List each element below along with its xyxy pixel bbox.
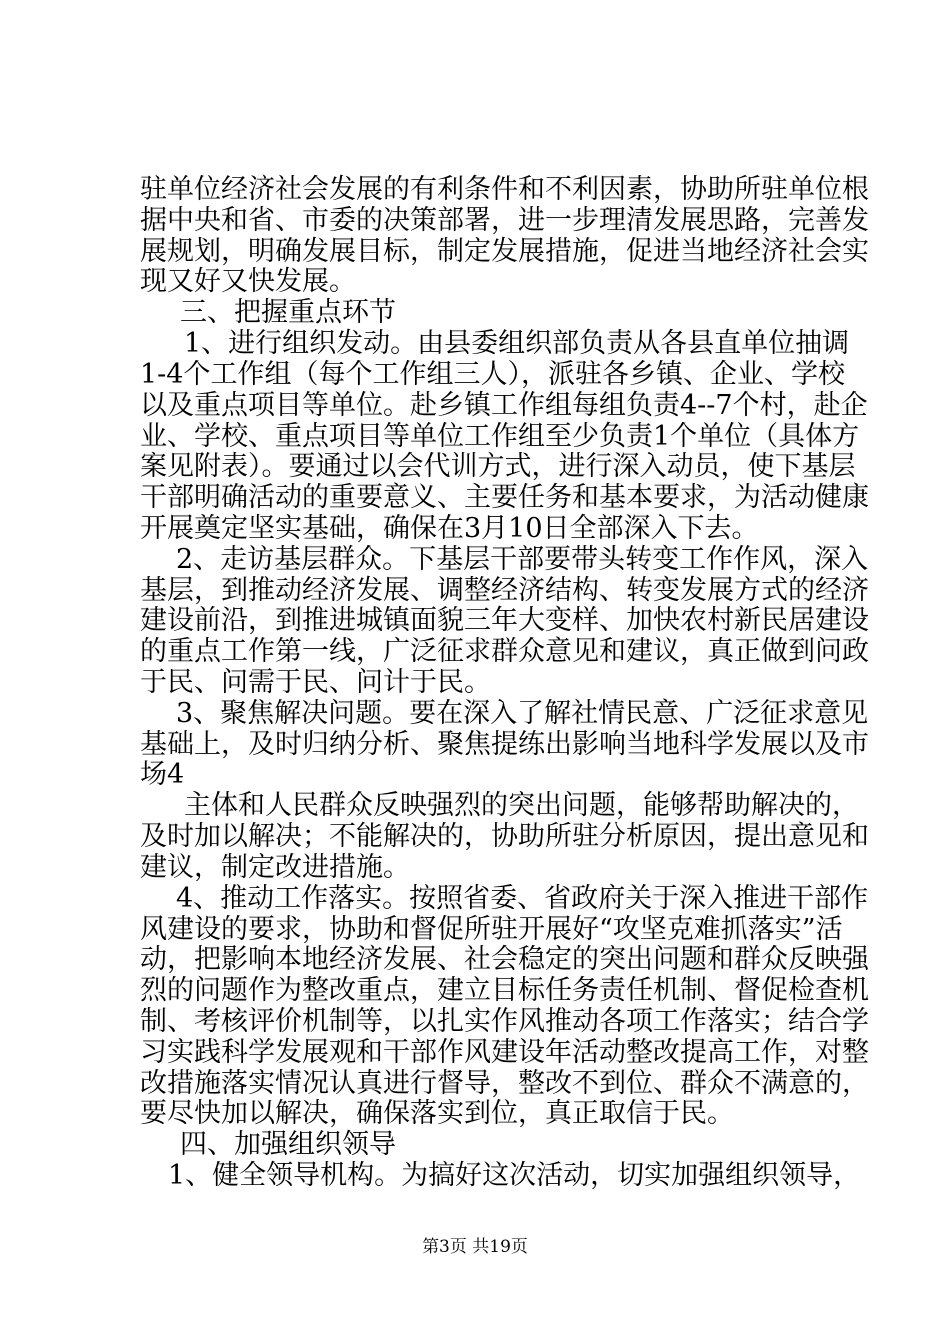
body-line: 1、进行组织发动。由县委组织部负责从各县直单位抽调 [184, 328, 850, 359]
body-line: 基础上，及时归纳分析、聚焦提练出影响当地科学发展以及市 [140, 729, 869, 760]
body-line: 驻单位经济社会发展的有利条件和不利因素，协助所驻单位根 [140, 174, 869, 205]
body-line: 三、把握重点环节 [180, 297, 396, 328]
body-line: 要尽快加以解决，确保落实到位，真正取信于民。 [140, 1098, 734, 1129]
body-line: 烈的问题作为整改重点，建立目标任务责任机制、督促检查机 [140, 975, 869, 1006]
body-line: 动，把影响本地经济发展、社会稳定的突出问题和群众反映强 [140, 944, 869, 975]
body-line: 主体和人民群众反映强烈的突出问题，能够帮助解决的， [184, 790, 859, 821]
body-line: 建议，制定改进措施。 [140, 852, 410, 883]
body-line: 1-4个工作组（每个工作组三人），派驻各乡镇、企业、学校 [140, 359, 845, 390]
body-line: 案见附表）。要通过以会代训方式，进行深入动员，使下基层 [140, 451, 856, 482]
body-line: 及时加以解决；不能解决的，协助所驻分析原因，提出意见和 [140, 821, 869, 852]
body-line: 四、加强组织领导 [180, 1129, 396, 1160]
body-line: 1、健全领导机构。为搞好这次活动，切实加强组织领导， [168, 1160, 861, 1191]
body-line: 开展奠定坚实基础，确保在3月10日全部深入下去。 [140, 513, 759, 544]
body-line: 现又好又快发展。 [140, 266, 356, 297]
body-line: 4、推动工作落实。按照省委、省政府关于深入推进干部作 [176, 883, 869, 914]
body-line: 以及重点项目等单位。赴乡镇工作组每组负责4--7个村，赴企 [140, 390, 868, 421]
body-line: 风建设的要求，协助和督促所驻开展好“攻坚克难抓落实”活 [140, 914, 843, 945]
body-line: 制、考核评价机制等，以扎实作风推动各项工作落实；结合学 [140, 1006, 869, 1037]
body-line: 3、聚焦解决问题。要在深入了解社情民意、广泛征求意见 [176, 698, 869, 729]
body-line: 的重点工作第一线，广泛征求群众意见和建议，真正做到问政 [140, 636, 869, 667]
body-line: 建设前沿，到推进城镇面貌三年大变样、加快农村新民居建设 [140, 605, 869, 636]
body-line: 习实践科学发展观和干部作风建设年活动整改提高工作，对整 [140, 1037, 869, 1068]
body-line: 据中央和省、市委的决策部署，进一步理清发展思路，完善发 [140, 205, 869, 236]
body-line: 展规划，明确发展目标，制定发展措施，促进当地经济社会实 [140, 236, 869, 267]
body-line: 基层，到推动经济发展、调整经济结构、转变发展方式的经济 [140, 575, 869, 606]
body-line: 业、学校、重点项目等单位工作组至少负责1个单位（具体方 [140, 421, 860, 452]
body-line: 2、走访基层群众。下基层干部要带头转变工作作风，深入 [176, 544, 869, 575]
body-line: 改措施落实情况认真进行督导，整改不到位、群众不满意的， [140, 1068, 869, 1099]
body-line: 于民、问需于民、问计于民。 [140, 667, 491, 698]
body-line: 干部明确活动的重要意义、主要任务和基本要求，为活动健康 [140, 482, 869, 513]
body-line: 场4 [140, 759, 185, 790]
page-footer: 第3页 共19页 [422, 1237, 528, 1257]
